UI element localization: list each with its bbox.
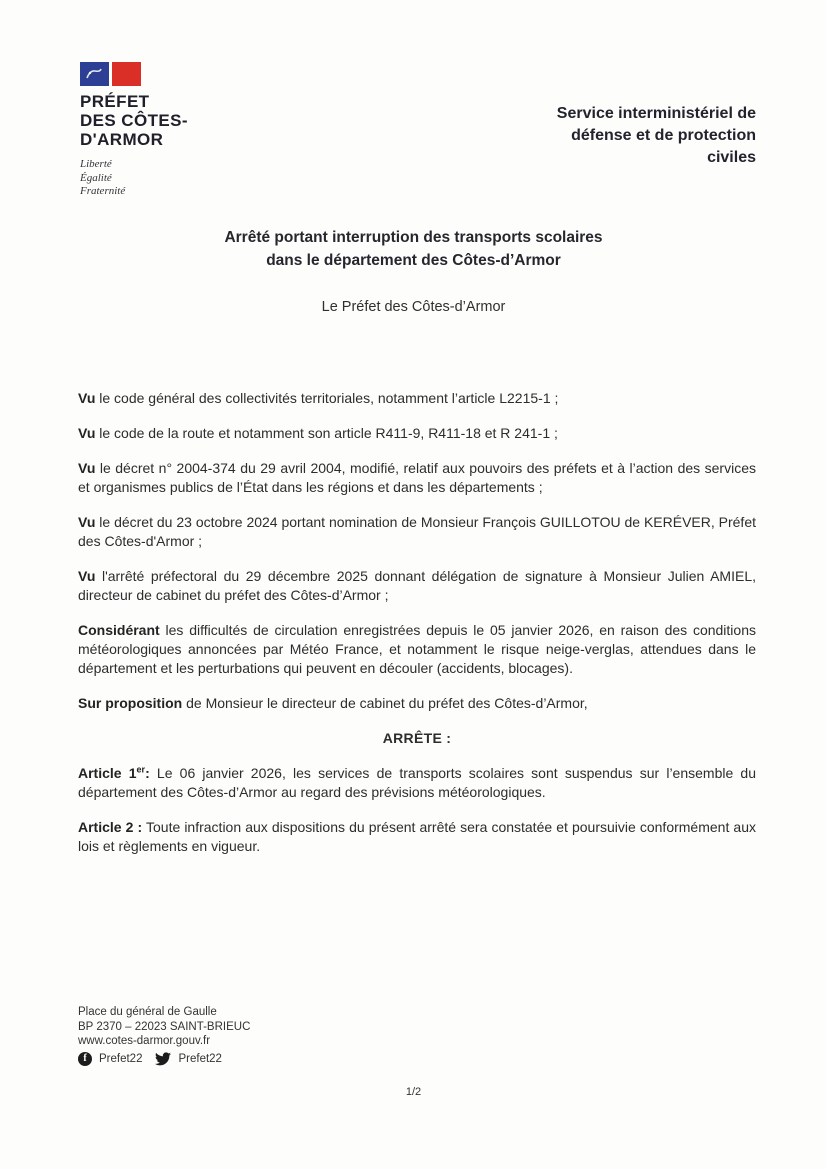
paragraph-lead: Considérant	[78, 622, 160, 638]
social-row	[78, 1052, 250, 1067]
paragraph-text: le code de la route et notamment son article R411-9, R411-18 et R 241-1 ;	[95, 425, 558, 441]
paragraph-lead: Vu	[78, 460, 96, 476]
paragraph-text: les difficultés de circulation enregistrées depuis le 05 janvier 2026, en raison des conditions météorologiques annoncées par Météo France, et notamment le risque neige-verglas, attendues dans le département et les perturbations qui peuvent en découler (accidents, blocages).	[78, 622, 756, 676]
logo-title-line: PRÉFET	[80, 92, 150, 111]
service-line: civiles	[707, 149, 756, 166]
flag-red-icon	[112, 62, 141, 86]
facebook-handle: Prefet22	[99, 1052, 143, 1065]
article-lead-text: Article 1	[78, 765, 137, 781]
motto-line: Égalité	[80, 171, 112, 184]
paragraph-sur-proposition	[78, 694, 756, 713]
motto-line: Liberté	[80, 158, 112, 170]
paragraph-considerant	[78, 621, 756, 678]
paragraph-lead: Vu	[78, 514, 96, 530]
french-flag-icon	[80, 62, 188, 86]
address-line-1: Place du général de Gaulle	[78, 1006, 217, 1018]
document-title	[0, 226, 827, 272]
paragraph-vu-5	[78, 567, 756, 605]
address-line-2: BP 2370 – 22023 SAINT-BRIEUC	[78, 1020, 251, 1033]
document-subtitle: Le Préfet des Côtes-d’Armor	[321, 299, 506, 315]
paragraph-text: de Monsieur le directeur de cabinet du préfet des Côtes-d’Armor,	[182, 695, 588, 711]
republic-motto	[80, 158, 188, 199]
document-title-line: dans le département des Côtes-d’Armor	[266, 252, 561, 269]
article-1	[78, 764, 756, 802]
website-url: www.cotes-darmor.gouv.fr	[78, 1035, 211, 1047]
article-lead: Article 2 :	[78, 819, 143, 835]
paragraph-text: l'arrêté préfectoral du 29 décembre 2025 donnant délégation de signature à Monsieur Julien AMIEL, directeur de cabinet du préfet des Côtes-d’Armor ;	[78, 568, 756, 603]
paragraph-text: le décret du 23 octobre 2024 portant nomination de Monsieur François GUILLOTOU de KERÉVER, Préfet des Côtes-d'Armor ;	[78, 514, 756, 549]
logo-title	[80, 92, 188, 149]
service-name	[557, 103, 756, 169]
service-line: défense et de protection	[571, 127, 756, 144]
paragraph-lead: Vu	[78, 390, 96, 406]
document-body	[78, 389, 756, 872]
paragraph-lead: Vu	[78, 425, 96, 441]
article-lead	[78, 765, 150, 781]
arrete-heading: ARRÊTE :	[382, 730, 452, 746]
flag-blue-marianne-icon	[80, 62, 109, 86]
article-text: Toute infraction aux dispositions du présent arrêté sera constatée et poursuivie conformément aux lois et règlements en vigueur.	[78, 819, 756, 854]
paragraph-lead: Vu	[78, 568, 96, 584]
paragraph-text: le décret n° 2004-374 du 29 avril 2004, modifié, relatif aux pouvoirs des préfets et à l’action des services et organismes publics de l’État dans les régions et dans les départements ;	[78, 460, 756, 495]
paragraph-vu-1	[78, 389, 756, 408]
twitter-icon	[155, 1052, 171, 1066]
page-number: 1/2	[405, 1086, 422, 1098]
logo-title-line: D'ARMOR	[80, 130, 164, 149]
prefecture-logo	[80, 62, 188, 199]
motto-line: Fraternité	[80, 185, 126, 197]
article-ordinal-sup: er	[136, 764, 146, 775]
document-title-line: Arrêté portant interruption des transports scolaires	[224, 229, 603, 246]
article-2	[78, 818, 756, 856]
service-line: Service interministériel de	[556, 105, 756, 122]
paragraph-text: le code général des collectivités territoriales, notamment l’article L2215-1 ;	[95, 390, 559, 406]
logo-title-line: DES CÔTES-	[80, 111, 188, 130]
document-footer	[78, 1005, 250, 1066]
paragraph-vu-4	[78, 513, 756, 551]
paragraph-lead: Sur proposition	[78, 695, 183, 711]
paragraph-vu-2	[78, 424, 756, 443]
twitter-handle: Prefet22	[178, 1052, 222, 1065]
facebook-icon: f	[78, 1052, 92, 1066]
article-colon: :	[145, 765, 150, 781]
paragraph-vu-3	[78, 459, 756, 497]
article-text: Le 06 janvier 2026, les services de transports scolaires sont suspendus sur l’ensemble du département des Côtes-d’Armor au regard des prévisions météorologiques.	[78, 765, 757, 800]
